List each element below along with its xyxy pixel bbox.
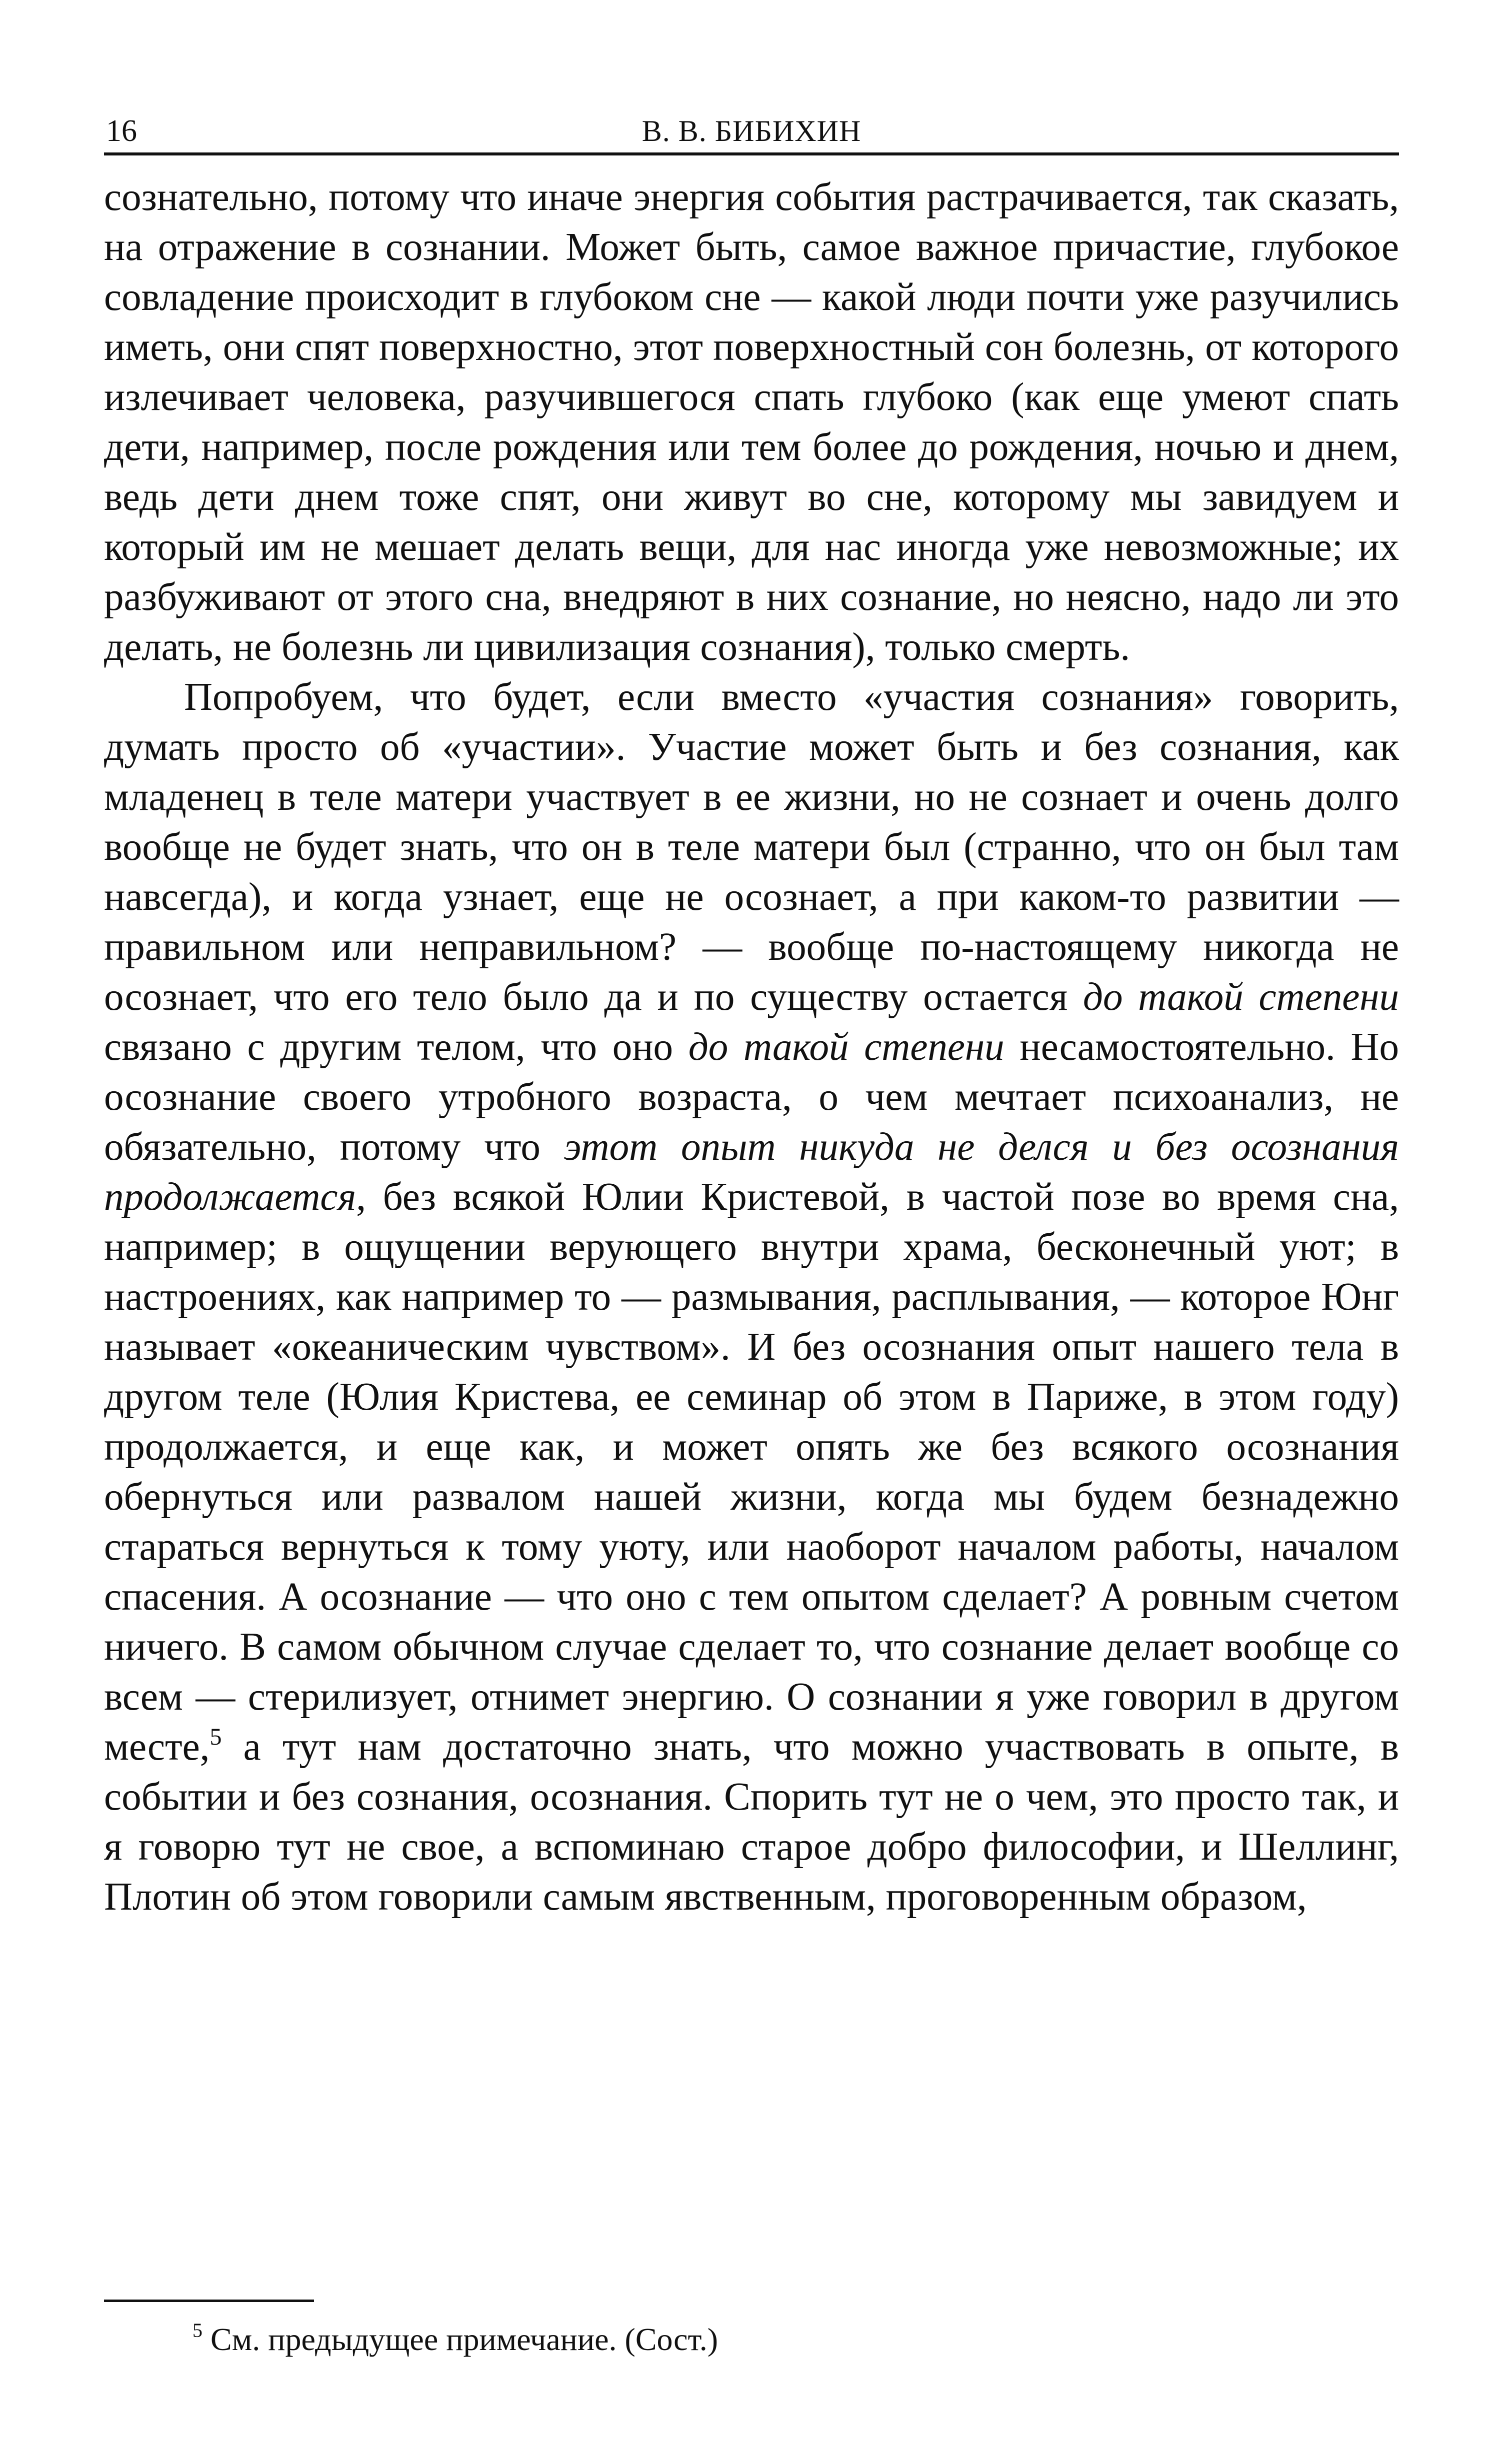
running-head (104, 102, 1399, 155)
footnote-marker: 5 (192, 2319, 202, 2342)
paragraph-2 (104, 672, 1399, 1922)
body-text (104, 172, 1399, 1922)
paragraph-2-text: , без всякой Юлии Кристевой, в частой позе во время сна, например; в ощущении верующего внутри храма, бесконечный уют; в настроениях, как например то — размывания, расплывания, — которое Юнг называет «океаническим чувством». И без осознания опыт нашего тела в другом теле (Юлия Кристева, ее семинар об этом в Париже, в этом году) продолжается, и еще как, и может опять же без всякого осознания обернуться или развалом нашей жизни, когда мы будем безнадежно стараться вернуться к тому уюту, или наоборот началом работы, началом спасения. А осознание — что оно с тем опытом сделает? А ровным счетом ничего. В самом обычном случае сделает то, что сознание делает вообще со всем — стерилизует, отнимет энергию. О сознании я уже говорил в другом месте, (104, 1175, 1399, 1769)
paragraph-2-text: связано с другим телом, что оно (104, 1025, 688, 1069)
footnote-separator (104, 2300, 314, 2302)
italic-phrase: до такой степени (1083, 975, 1399, 1019)
italic-phrase: до такой степени (688, 1025, 1004, 1069)
footnote-text: См. предыдущее примечание. (Сост.) (202, 2322, 718, 2357)
paragraph-2-text: несамостоятельно. Но осознание своего утробного возраста, о чем мечтает психоанализ, не обязательно, потому что (104, 1025, 1400, 1169)
paragraph-1: сознательно, потому что иначе энергия события растрачивается, так сказать, на отражение в сознании. Может быть, самое важное причастие, глубокое совладение происходит в глубоком сне — какой люди почти уже разучились иметь, они спят поверхностно, этот поверхностный сон болезнь, от которого излечивает человека, разучившегося спать глубоко (как еще умеют спать дети, например, после рождения или тем более до рождения, ночью и днем, ведь дети днем тоже спят, они живут во сне, которому мы завидуем и который им не мешает делать вещи, для нас иногда уже невозможные; их разбуживают от этого сна, внедряют в них сознание, но неясно, надо ли это делать, не болезнь ли цивилизация сознания), только смерть. (104, 175, 1399, 669)
paragraph-2-text: а тут нам достаточно знать, что можно участвовать в опыте, в событии и без сознания, осознания. Спорить тут не о чем, это просто так, и я говорю тут не свое, а вспоминаю старое добро философии, и Шеллинг, Плотин об этом говорили самым явственным, проговоренным образом, (104, 1725, 1399, 1919)
running-head-author: В. В. БИБИХИН (642, 114, 862, 147)
paragraph-2-text: Попробуем, что будет, если вместо «участия сознания» говорить, думать просто об «участии». Участие может быть и без сознания, как младенец в теле матери участвует в ее жизни, но не сознает и очень долго вообще не будет знать, что он в теле матери был (странно, что он был там навсегда), и когда узнает, еще не осознает, а при каком-то развитии — правильном или неправильном? — вообще по-настоящему никогда не осознает, что его тело было да и по существу остается (104, 675, 1399, 1019)
page-number: 16 (106, 114, 137, 148)
footnote-reference: 5 (210, 1724, 222, 1750)
italic-phrase: этот опыт никуда не делся и без осознания продолжается (104, 1125, 1399, 1219)
footnote (192, 2320, 718, 2360)
